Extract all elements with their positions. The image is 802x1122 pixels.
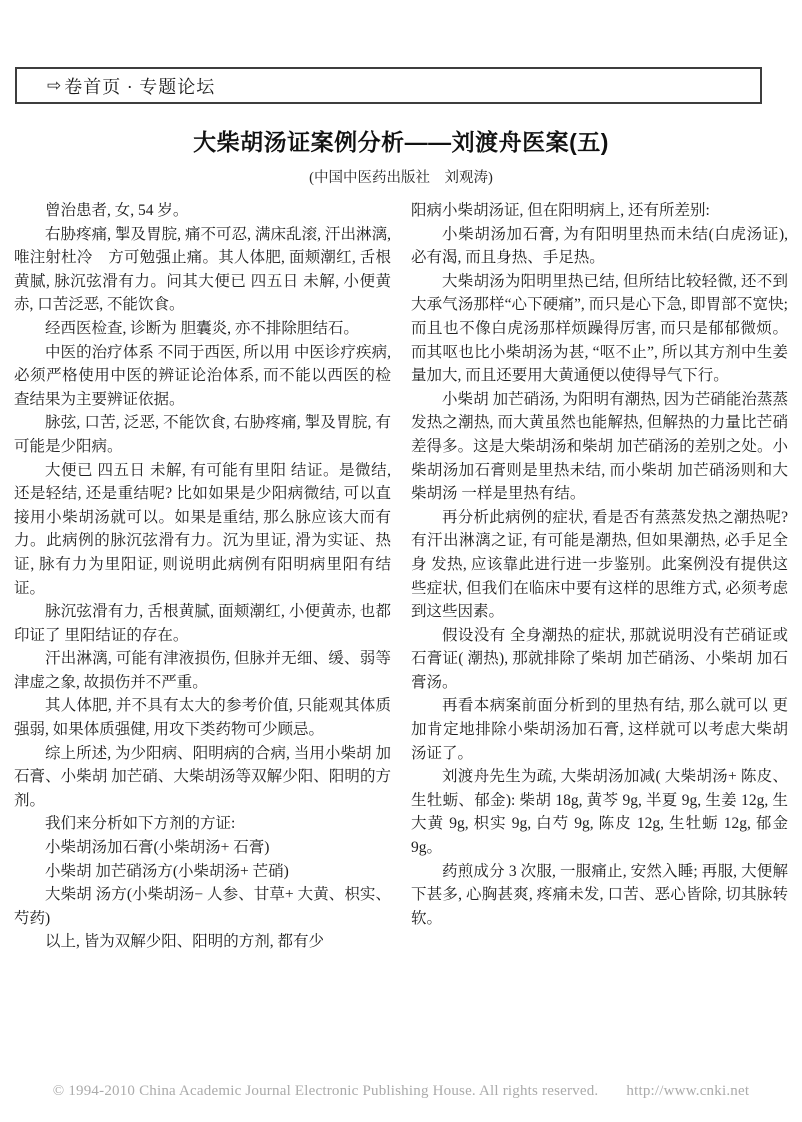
paragraph: 药煎成分 3 次服, 一服痛止, 安然入睡; 再服, 大便解下甚多, 心胸甚爽, 疼痛未发, 口苦、恶心皆除, 切其脉转软。	[411, 862, 788, 927]
paragraph: 大便已 四五日 未解, 有可能有里阳 结证。是微结, 还是轻结, 还是重结呢? 比如如果是少阳病微结, 可以直接用小柴胡汤就可以。如果是重结, 那么脉应该大而有力。此病例的脉沉弦滑有力。沉为里证, 滑为实证、热证, 脉有力为里阳证, 则说明此病例有阳明病里阳有结证。	[14, 461, 391, 597]
paragraph: 小柴胡 加芒硝汤, 为阳明有潮热, 因为芒硝能治蒸蒸发热之潮热, 而大黄虽然也能解热, 但解热的力量比芒硝差得多。这是大柴胡汤和柴胡 加芒硝汤的差别之处。小柴胡汤加石膏则是里热未结, 而小柴胡 加芒硝汤则和大柴胡汤 一样是里热有结。	[411, 390, 788, 503]
paragraph: 汗出淋漓, 可能有津液损伤, 但脉并无细、缓、弱等津虚之象, 故损伤并不严重。	[14, 650, 391, 691]
paragraph: 脉沉弦滑有力, 舌根黄腻, 面颊潮红, 小便黄赤, 也都印证了 里阳结证的存在。	[14, 603, 391, 644]
footer-url: http://www.cnki.net	[626, 1083, 750, 1099]
banner-label: 卷首页 · 专题论坛	[64, 76, 216, 97]
section-banner	[15, 67, 762, 104]
paragraph: 曾治患者, 女, 54 岁。	[45, 202, 189, 219]
paragraph: 我们来分析如下方剂的方证:	[45, 815, 236, 833]
paragraph: 大柴胡 汤方(小柴胡汤− 人参、甘草+ 大黄、枳实、芍药)	[14, 886, 391, 927]
article-column-left	[14, 199, 391, 954]
paragraph: 假设没有 全身潮热的症状, 那就说明没有芒硝证或石膏证( 潮热), 那就排除了柴胡 加芒硝汤、小柴胡 加石膏汤。	[411, 626, 788, 691]
paragraph: 再看本病案前面分析到的里热有结, 那么就可以 更加肯定地排除小柴胡汤加石膏, 这样就可以考虑大柴胡汤证了。	[411, 697, 788, 762]
paragraph: 刘渡舟先生为疏, 大柴胡汤加减( 大柴胡汤+ 陈皮、生牡蛎、郁金): 柴胡 18g, 黄芩 9g, 半夏 9g, 生姜 12g, 生大黄 9g, 枳实 9g, 白芍 9g, 陈皮 12g, 生牡蛎 12g, 郁金 9g。	[411, 768, 788, 857]
paragraph: 经西医检查, 诊断为 胆囊炎, 亦不排除胆结石。	[45, 319, 359, 337]
paragraph: 脉弦, 口苦, 泛恶, 不能饮食, 右胁疼痛, 掣及胃脘, 有可能是少阳病。	[14, 414, 391, 455]
article-body	[14, 199, 788, 954]
paragraph: 阳病小柴胡汤证, 但在阳明病上, 还有所差别:	[411, 202, 710, 219]
article-column-right	[411, 199, 788, 954]
paragraph: 小柴胡汤加石膏, 为有阳明里热而未结(白虎汤证), 必有渴, 而且身热、手足热。	[411, 225, 788, 267]
footer-copyright: © 1994-2010 China Academic Journal Electronic Publishing House. All rights reserved.	[52, 1083, 599, 1099]
paragraph: 小柴胡汤加石膏(小柴胡汤+ 石膏)	[45, 839, 270, 857]
article-byline: (中国中医药出版社 刘观涛)	[309, 170, 493, 186]
paragraph: 中医的治疗体系 不同于西医, 所以用 中医诊疗疾病, 必须严格使用中医的辨证论治体系, 而不能以西医的检查结果为主要辨证依据。	[14, 343, 391, 408]
paragraph: 大柴胡汤为阳明里热已结, 但所结比较轻微, 还不到大承气汤那样“心下硬痛”, 而只是心下急, 即胃部不宽快; 而且也不像白虎汤那样烦躁得厉害, 而只是郁郁微烦。而其呕也比小柴胡汤为甚, “呕不止”, 所以其方剂中生姜量加大, 而且还要用大黄通便以使得导气下行。	[411, 272, 788, 385]
paragraph: 综上所述, 为少阳病、阳明病的合病, 当用小柴胡 加石膏、小柴胡 加芒硝、大柴胡汤等双解少阳、阳明的方剂。	[14, 744, 391, 809]
article-title: 大柴胡汤证案例分析——刘渡舟医案(五)	[193, 129, 609, 155]
paragraph: 其人体肥, 并不具有太大的参考价值, 只能观其体质强弱, 如果体质强健, 用攻下类药物可少顾忌。	[14, 697, 391, 739]
right-arrow-icon: ⇨	[47, 75, 63, 96]
paragraph: 以上, 皆为双解少阳、阳明的方剂, 都有少	[45, 933, 325, 951]
paragraph: 右胁疼痛, 掣及胃脘, 痛不可忍, 满床乱滚, 汗出淋漓, 唯注射杜冷 方可勉强止痛。其人体肥, 面颊潮红, 舌根黄腻, 脉沉弦滑有力。问其大便已 四五日 未解, 小便黄赤, 口苦泛恶, 不能饮食。	[14, 225, 391, 314]
page-footer	[0, 1083, 802, 1100]
paragraph: 再分析此病例的症状, 看是否有蒸蒸发热之潮热呢? 有汗出淋漓之证, 有可能是潮热, 但如果潮热, 必手足全身 发热, 应该靠此进行进一步鉴别。此案例没有提供这些症状, 但我们在临床中要有这样的思维方式, 必须考虑到这些因素。	[411, 508, 788, 621]
paragraph: 小柴胡 加芒硝汤方(小柴胡汤+ 芒硝)	[45, 862, 289, 880]
